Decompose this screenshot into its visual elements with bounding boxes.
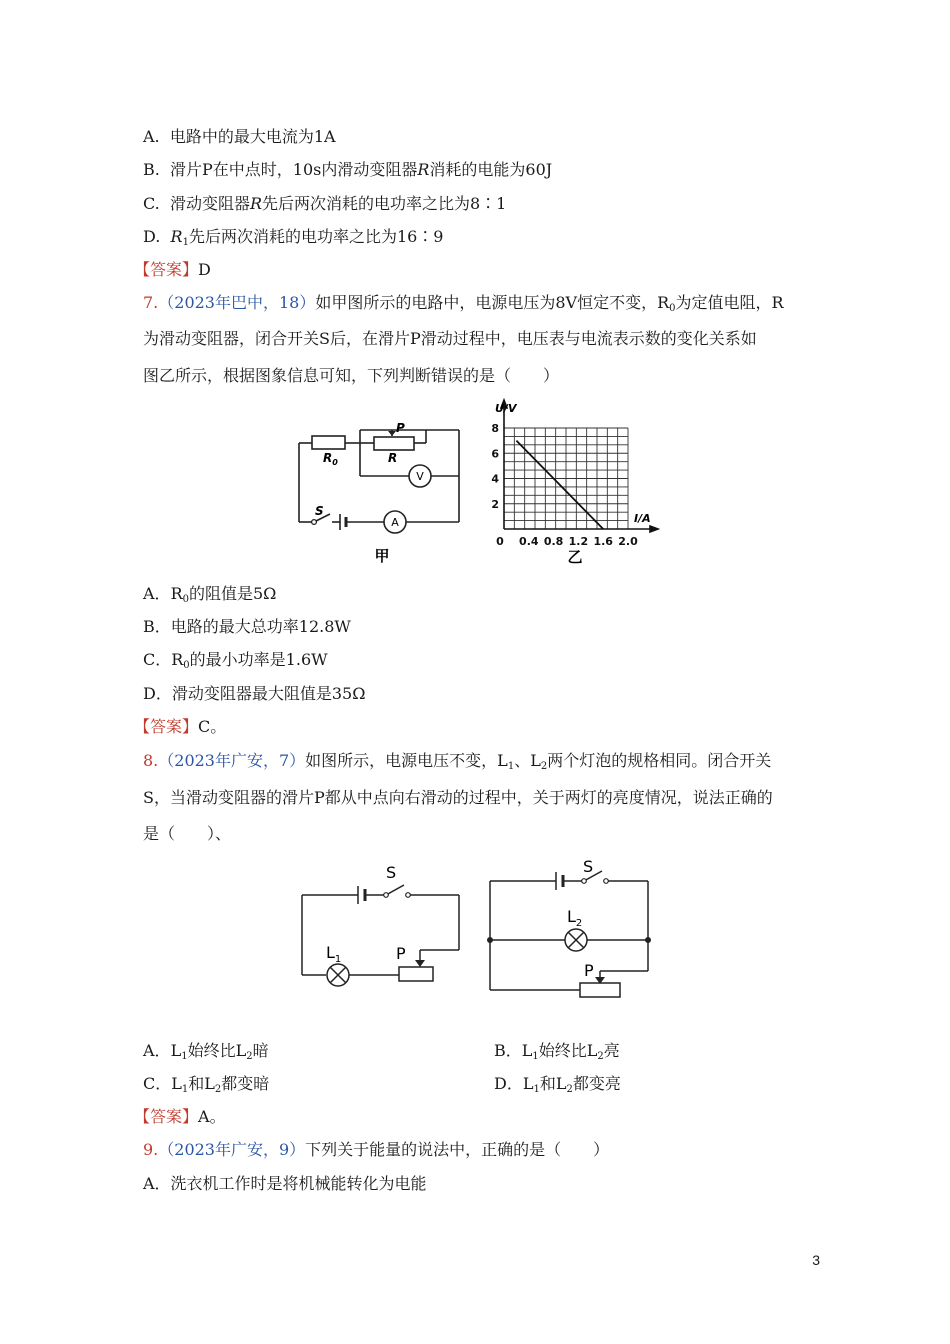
x-tick-label: 0 — [496, 535, 504, 548]
q9-option-a: A．洗衣机工作时是将机械能转化为电能 — [143, 1174, 427, 1193]
y-tick-label: 4 — [491, 472, 499, 486]
circuit-label-p: P — [396, 421, 405, 435]
x-axis-arrow — [650, 526, 658, 532]
x-tick-label: 2.0 — [618, 535, 638, 548]
y-tick-label: 6 — [491, 447, 499, 461]
circuit-label-r0: R — [323, 451, 333, 465]
parallel-lamp-label: $L_2$ — [567, 907, 583, 929]
q7-text-line3: 图乙所示，根据图象信息可知，下列判断错误的是（ ） — [143, 366, 560, 385]
circuit-caption: 甲 — [374, 547, 390, 565]
q7-option-d: D．滑动变阻器最大阻值是35Ω — [143, 684, 366, 703]
q8-text-line1: 8.（2023年广安，7）如图所示，电源电压不变，$L_1$、$L_2$两个灯泡的规格相同。闭合开关 — [143, 751, 772, 772]
x-tick-label: 0.8 — [543, 535, 564, 548]
x-tick-label: 1.2 — [568, 535, 589, 548]
x-tick-label: 0.4 — [519, 535, 539, 548]
q7-option-c: C．$R_0$的最小功率是1.6W — [143, 650, 328, 671]
circuit-label-s: S — [315, 504, 324, 518]
circuit-label-r: R — [388, 451, 398, 465]
q7-text-line2: 为滑动变阻器，闭合开关S后，在滑片P滑动过程中，电压表与电流表示数的变化关系如 — [143, 329, 757, 348]
q8-text-line3: 是（ ）、 — [143, 824, 232, 843]
q7-answer: 【答案】C。 — [134, 717, 227, 736]
q8-parallel-circuit — [484, 852, 656, 1000]
q7-ui-graph — [482, 398, 660, 568]
y-tick-label: 2 — [491, 497, 499, 511]
q6-option-b: B. 滑片P在中点时，10s内滑动变阻器R消耗的电能为60J — [143, 160, 553, 179]
y-tick-label: 8 — [491, 422, 499, 435]
q8-option-d: D．$L_1$和$L_2$都变亮 — [494, 1074, 621, 1095]
ammeter-label: A — [391, 516, 399, 529]
u-i-series-line — [516, 441, 603, 529]
graph-caption: 乙 — [567, 548, 583, 566]
series-switch-label: S — [386, 863, 397, 882]
voltmeter-label: V — [416, 470, 424, 483]
q8-option-a: A．$L_1$始终比$L_2$暗 — [143, 1041, 269, 1062]
y-axis-label: U/V — [495, 402, 517, 415]
series-lamp-label: $L_1$ — [326, 943, 342, 965]
q8-answer: 【答案】A。 — [134, 1107, 226, 1126]
page-number: 3 — [812, 1252, 820, 1268]
svg-text:R0: $R_0$ — [323, 451, 338, 467]
q7-circuit-diagram — [292, 398, 464, 566]
parallel-switch-label: S — [583, 857, 594, 876]
q8-text-line2: S，当滑动变阻器的滑片P都从中点向右滑动的过程中，关于两灯的亮度情况，说法正确的 — [143, 788, 773, 807]
q6-option-a: A. 电路中的最大电流为1A — [143, 127, 336, 146]
x-tick-label: 1.6 — [593, 535, 613, 548]
x-axis-label: I/A — [634, 512, 651, 525]
series-slider-label: P — [396, 944, 406, 963]
q7-option-b: B．电路的最大总功率12.8W — [143, 617, 351, 636]
q8-option-b: B．$L_1$始终比$L_2$亮 — [494, 1041, 620, 1062]
parallel-slider-label: P — [584, 961, 594, 980]
q6-option-d: D. $R_1$先后两次消耗的电功率之比为16∶9 — [143, 227, 444, 248]
q8-option-c: C．$L_1$和$L_2$都变暗 — [143, 1074, 270, 1095]
q6-option-c: C. 滑动变阻器R先后两次消耗的电功率之比为8∶1 — [143, 194, 507, 213]
q7-text-line1: 7.（2023年巴中，18）如甲图所示的电路中，电源电压为8V恒定不变，$R_0$为定值电阻，R — [143, 293, 784, 314]
q8-series-circuit — [296, 858, 466, 993]
q7-option-a: A．$R_0$的阻值是5Ω — [143, 584, 277, 605]
q6-answer: 【答案】D — [134, 260, 211, 279]
q9-text: 9.（2023年广安，9）下列关于能量的说法中，正确的是（ ） — [143, 1140, 610, 1159]
